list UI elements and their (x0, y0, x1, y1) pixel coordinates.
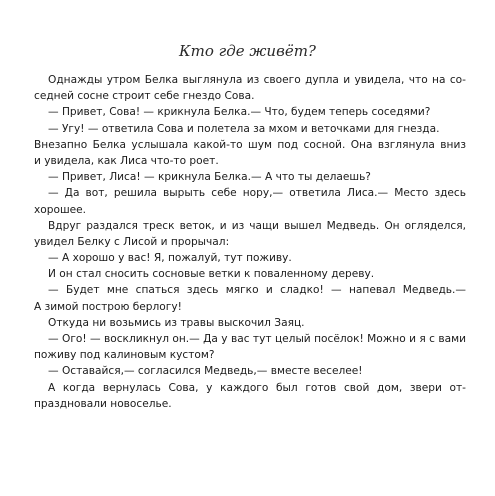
text-line: — Будет мне спаться здесь мягко и сладко! — напевал Медведь.— (48, 284, 466, 297)
text-line: — Ого! — воскликнул он.— Да у вас тут целый посёлок! Можно и я с вами (48, 333, 466, 345)
text-line: — Да вот, решила вырыть себе нору,— ответила Лиса.— Место здесь (48, 187, 466, 200)
text-line: седней сосне строит себе гнездо Сова. (34, 90, 255, 103)
text-line: Откуда ни возьмись из травы выскочил Заяц. (48, 316, 305, 329)
text-line: А когда вернулась Сова, у каждого был готов свой дом, звери от- (48, 381, 466, 394)
text-line: И он стал сносить сосновые ветки к поваленному дереву. (48, 268, 375, 281)
text-line: — Привет, Лиса! — крикнула Белка.— А что ты делаешь? (48, 171, 371, 184)
text-line: увидел Белку с Лисой и прорычал: (34, 235, 230, 248)
text-line: А зимой построю берлогу! (34, 300, 182, 313)
text-line: Однажды утром Белка выглянула из своего дупла и увидела, что на со- (48, 74, 466, 86)
text-line: поживу под калиновым кустом? (34, 349, 215, 362)
text-line: — Привет, Сова! — крикнула Белка.— Что, будем теперь соседями? (48, 106, 431, 119)
text-line: — Угу! — ответила Сова и полетела за мхом и веточками для гнезда. (48, 122, 440, 135)
text-line: Вдруг раздался треск веток, и из чащи вышел Медведь. Он огляделся, (48, 219, 466, 232)
text-line: хорошее. (34, 203, 87, 216)
text-line: Внезапно Белка услышала какой-то шум под сосной. Она взглянула вниз (34, 138, 466, 151)
text-line: — Оставайся,— согласился Медведь,— вместе веселее! (48, 365, 363, 378)
text-line: и увидела, как Лиса что-то роет. (34, 154, 219, 167)
story-text (34, 72, 466, 412)
page-title: Кто где живёт? (179, 42, 316, 60)
text-line: — А хорошо у вас! Я, пожалуй, тут поживу. (48, 252, 292, 265)
text-line: праздновали новоселье. (34, 397, 172, 410)
